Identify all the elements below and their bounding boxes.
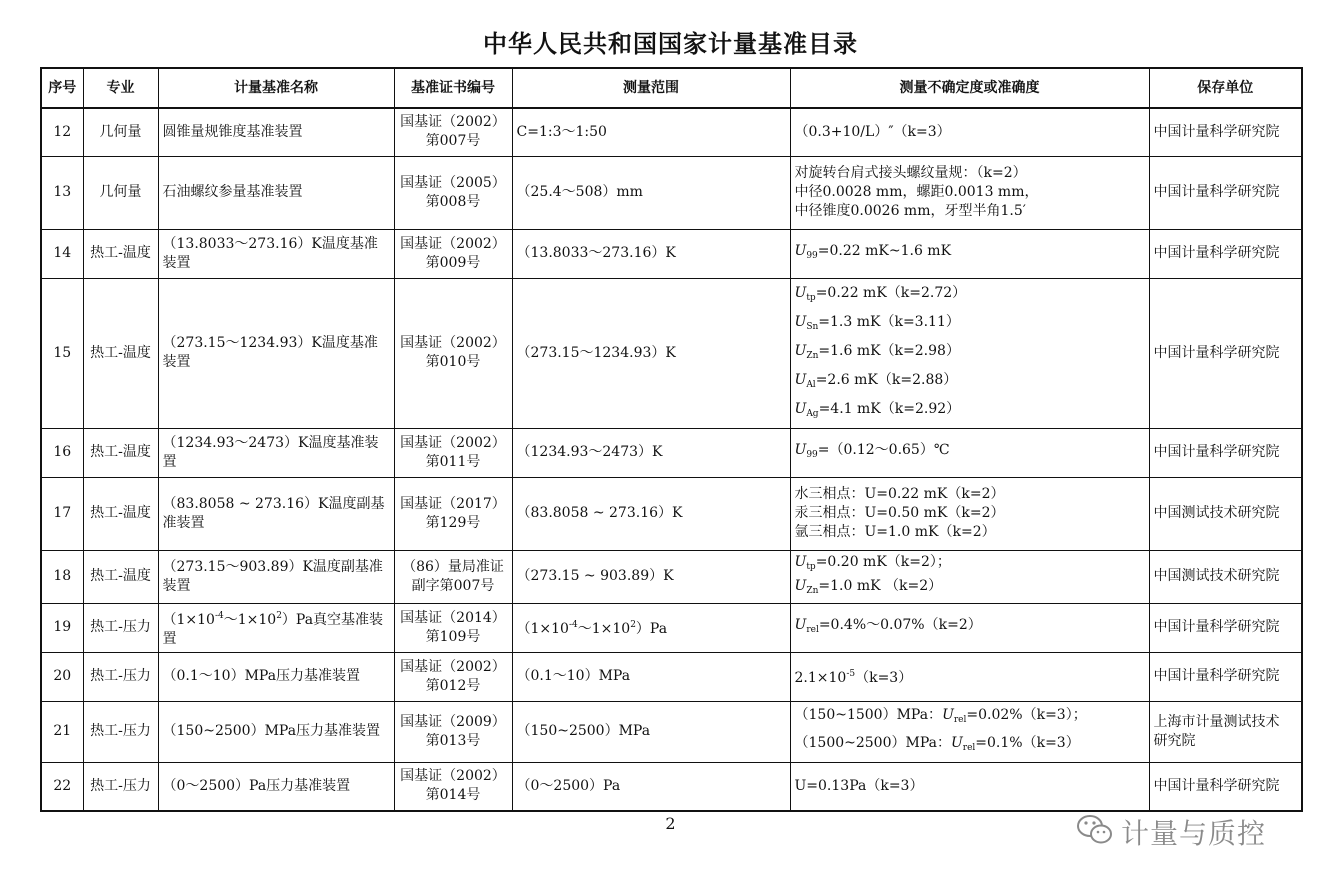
unit-cell: 中国计量科学研究院 (1149, 603, 1302, 652)
field-cell: 热工-温度 (83, 477, 158, 550)
range-cell: $(1\times 10^{-4}\sim 1\times 10^2)Pa$ (512, 603, 790, 652)
cert-cell: 国基证（2002） 第010号 (394, 278, 512, 428)
row-number: 17 (41, 477, 83, 550)
uncertainty-cell: （150~1500）MPa：$U_{rel}=0.02\%(k=3)$； （1500~2500）MPa：$U_{rel}=0.1\%(k=3)$ (790, 701, 1149, 762)
range-cell: （83.8058 ~ 273.16）K (512, 477, 790, 550)
table-row (41, 762, 1302, 811)
unit-cell: 中国计量科学研究院 (1149, 428, 1302, 477)
name-cell: $(1\times 10^{-4}\sim 1\times 10^2)Pa$真空基准装置 (158, 603, 394, 652)
standards-table (40, 67, 1303, 812)
cert-cell: 国基证（2002） 第012号 (394, 652, 512, 701)
unit-cell: 中国计量科学研究院 (1149, 278, 1302, 428)
range-cell: （13.8033～273.16）K (512, 229, 790, 278)
range-cell: （0～2500）Pa (512, 762, 790, 811)
header-cell: 序号 (41, 68, 83, 108)
row-number: 14 (41, 229, 83, 278)
uncertainty-cell: （0.3+10/L）″（k=3） (790, 108, 1149, 156)
row-number: 16 (41, 428, 83, 477)
name-cell: 石油螺纹参量基准装置 (158, 156, 394, 229)
name-cell: （13.8033～273.16）K温度基准装置 (158, 229, 394, 278)
uncertainty-cell: 水三相点：U=0.22 mK（k=2） 汞三相点：U=0.50 mK（k=2） 氩三相点：U=1.0 mK（k=2） (790, 477, 1149, 550)
header-cell: 保存单位 (1149, 68, 1302, 108)
cert-cell: 国基证（2009） 第013号 (394, 701, 512, 762)
table-row (41, 278, 1302, 428)
row-number: 15 (41, 278, 83, 428)
watermark (1075, 812, 1266, 852)
table-row (41, 603, 1302, 652)
field-cell: 热工-温度 (83, 278, 158, 428)
unit-cell: 中国测试技术研究院 (1149, 477, 1302, 550)
name-cell: （0～2500）Pa压力基准装置 (158, 762, 394, 811)
cert-cell: 国基证（2002） 第007号 (394, 108, 512, 156)
unit-cell: 上海市计量测试技术 研究院 (1149, 701, 1302, 762)
unit-cell: 中国计量科学研究院 (1149, 108, 1302, 156)
unit-cell: 中国计量科学研究院 (1149, 762, 1302, 811)
header-row (41, 68, 1302, 108)
header-cell: 计量基准名称 (158, 68, 394, 108)
range-cell: C=1:3～1:50 (512, 108, 790, 156)
field-cell: 热工-温度 (83, 229, 158, 278)
uncertainty-cell: 对旋转台肩式接头螺纹量规：（k=2） 中径0.0028 mm，螺距0.0013 mm， 中径锥度0.0026 mm，牙型半角1.5′ (790, 156, 1149, 229)
name-cell: （273.15～1234.93）K温度基准装置 (158, 278, 394, 428)
table-row (41, 701, 1302, 762)
unit-cell: 中国计量科学研究院 (1149, 229, 1302, 278)
uncertainty-cell: $U_{99}=(0.12\sim 0.65)℃$ (790, 428, 1149, 477)
range-cell: （25.4～508）mm (512, 156, 790, 229)
cert-cell: 国基证（2017） 第129号 (394, 477, 512, 550)
name-cell: （83.8058 ~ 273.16）K温度副基准装置 (158, 477, 394, 550)
unit-cell: 中国计量科学研究院 (1149, 156, 1302, 229)
field-cell: 热工-压力 (83, 652, 158, 701)
table-row (41, 550, 1302, 603)
field-cell: 热工-压力 (83, 762, 158, 811)
cert-cell: （86）量局准证 副字第007号 (394, 550, 512, 603)
uncertainty-cell: U=0.13Pa（k=3） (790, 762, 1149, 811)
field-cell: 热工-温度 (83, 550, 158, 603)
cert-cell: 国基证（2002） 第014号 (394, 762, 512, 811)
watermark-text: 计量与质控 (1121, 817, 1267, 850)
page-title: 中华人民共和国国家计量基准目录 (483, 30, 858, 58)
range-cell: （0.1～10）MPa (512, 652, 790, 701)
field-cell: 几何量 (83, 108, 158, 156)
page-number: 2 (665, 814, 676, 833)
table-row (41, 108, 1302, 156)
uncertainty-cell: $2.1\times 10^{-5}(k=3)$ (790, 652, 1149, 701)
range-cell: （273.15～1234.93）K (512, 278, 790, 428)
row-number: 20 (41, 652, 83, 701)
uncertainty-cell: $U_{tp}=0.22$ mK（k=2.72） $U_{Sn}=1.3$ mK（k=3.11） $U_{Zn}=1.6$ mK（k=2.98） $U_{Al}=2.6$ mK（k=2.88） $U_{Ag}=4.1$ mK（k=2.92） (790, 278, 1149, 428)
uncertainty-cell: $U_{99}=0.22$ mK~1.6 mK (790, 229, 1149, 278)
name-cell: 圆锥量规锥度基准装置 (158, 108, 394, 156)
table-row (41, 156, 1302, 229)
cert-cell: 国基证（2014） 第109号 (394, 603, 512, 652)
cert-cell: 国基证（2002） 第011号 (394, 428, 512, 477)
row-number: 13 (41, 156, 83, 229)
table-row (41, 477, 1302, 550)
name-cell: （273.15～903.89）K温度副基准装置 (158, 550, 394, 603)
header-cell: 专业 (83, 68, 158, 108)
row-number: 21 (41, 701, 83, 762)
header-cell: 测量范围 (512, 68, 790, 108)
uncertainty-cell: $U_{rel}=0.4\%\sim 0.07\%(k=2)$ (790, 603, 1149, 652)
range-cell: （150~2500）MPa (512, 701, 790, 762)
wechat-icon (1075, 813, 1115, 851)
header-cell: 基准证书编号 (394, 68, 512, 108)
table-row (41, 229, 1302, 278)
field-cell: 热工-温度 (83, 428, 158, 477)
cert-cell: 国基证（2005） 第008号 (394, 156, 512, 229)
range-cell: （273.15 ~ 903.89）K (512, 550, 790, 603)
row-number: 18 (41, 550, 83, 603)
row-number: 12 (41, 108, 83, 156)
field-cell: 几何量 (83, 156, 158, 229)
table-row (41, 428, 1302, 477)
uncertainty-cell: $U_{tp}=0.20$ mK（k=2）； $U_{Zn}=1.0$ mK （k=2） (790, 550, 1149, 603)
field-cell: 热工-压力 (83, 701, 158, 762)
name-cell: （150~2500）MPa压力基准装置 (158, 701, 394, 762)
unit-cell: 中国计量科学研究院 (1149, 652, 1302, 701)
name-cell: （0.1～10）MPa压力基准装置 (158, 652, 394, 701)
row-number: 19 (41, 603, 83, 652)
table-row (41, 652, 1302, 701)
cert-cell: 国基证（2002） 第009号 (394, 229, 512, 278)
unit-cell: 中国测试技术研究院 (1149, 550, 1302, 603)
range-cell: （1234.93～2473）K (512, 428, 790, 477)
name-cell: （1234.93～2473）K温度基准装置 (158, 428, 394, 477)
field-cell: 热工-压力 (83, 603, 158, 652)
header-cell: 测量不确定度或准确度 (790, 68, 1149, 108)
row-number: 22 (41, 762, 83, 811)
